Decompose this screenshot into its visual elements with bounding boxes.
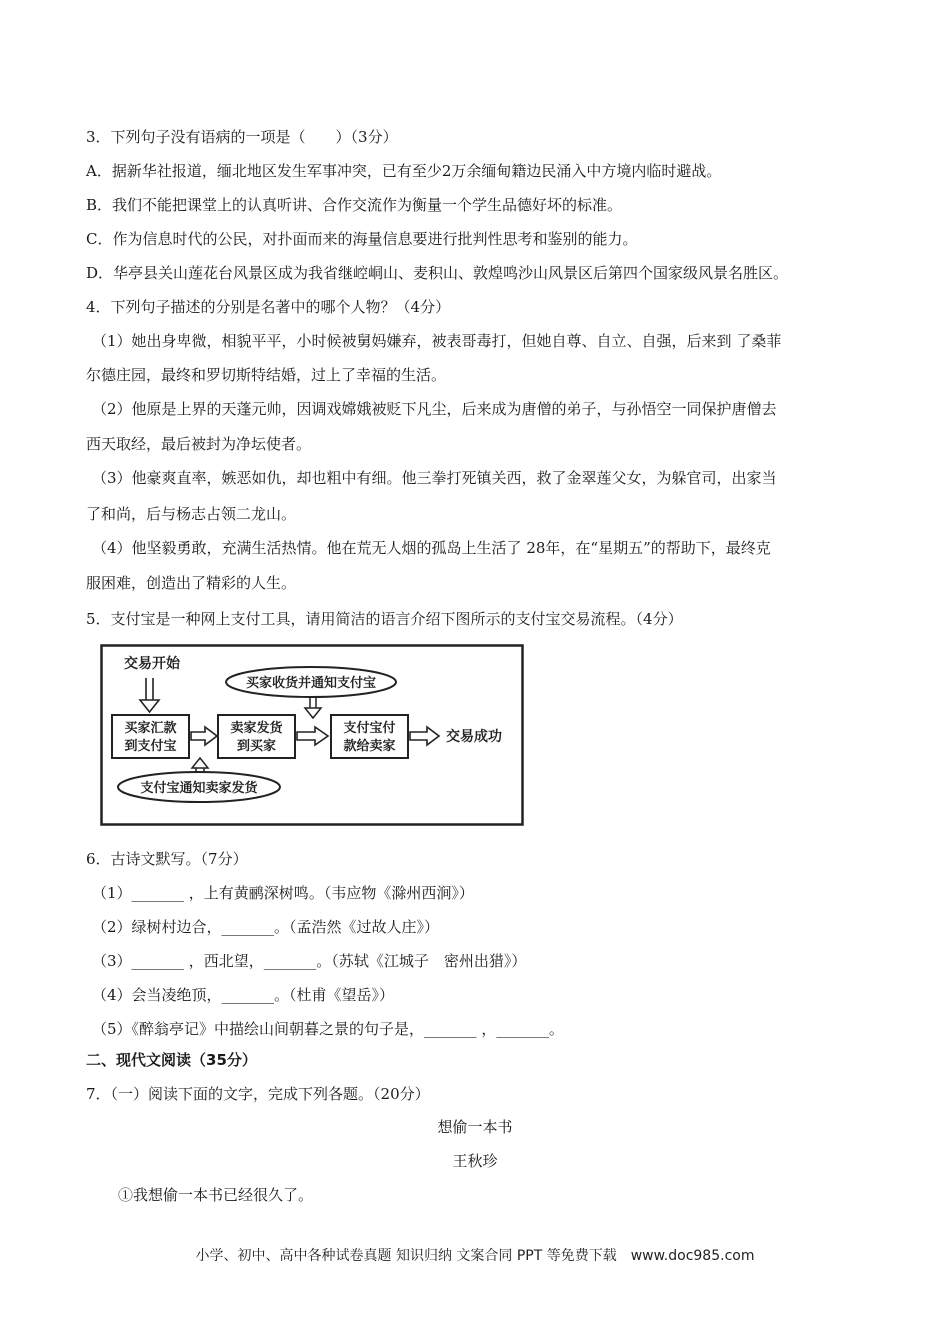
q7-stem: 7．（一）阅读下面的文字，完成下列各题。（20分） xyxy=(86,1085,430,1103)
alipay-flow-diagram xyxy=(100,644,524,826)
flow-box1-line1: 买家汇款 xyxy=(124,721,177,736)
article-paragraph-1: ①我想偷一本书已经很久了。 xyxy=(118,1186,314,1204)
q3-option-d: D．华亭县关山莲花台风景区成为我省继崆峒山、麦积山、敦煌鸣沙山风景区后第四个国家级风景名胜区。 xyxy=(86,264,789,282)
q3-stem: 3．下列句子没有语病的一项是（ ）（3分） xyxy=(86,128,398,146)
section-2-heading: 二、现代文阅读（35分） xyxy=(86,1051,257,1069)
q6-item-3: （3）_______ ，西北望，_______。（苏轼《江城子 密州出猎》） xyxy=(92,952,527,970)
flow-ellipse-bottom-label: 支付宝通知卖家发货 xyxy=(140,781,258,796)
q4-item-3-line-2: 了和尚，后与杨志占领二龙山。 xyxy=(86,505,297,523)
q4-stem: 4．下列句子描述的分别是名著中的哪个人物？（4分） xyxy=(86,298,451,316)
q4-item-1-line-1: （1）她出身卑微，相貌平平，小时候被舅妈嫌弃，被表哥毒打，但她自尊、自立、自强，后来到 了桑菲 xyxy=(92,332,782,350)
flow-box2-line1: 卖家发货 xyxy=(230,721,283,736)
q4-item-4-line-1: （4）他坚毅勇敢，充满生活热情。他在荒无人烟的孤岛上生活了 28年，在“星期五”的帮助下，最终克 xyxy=(92,539,771,557)
q4-item-3-line-1: （3）他豪爽直率，嫉恶如仇，却也粗中有细。他三拳打死镇关西，救了金翠莲父女，为躲官司，出家当 xyxy=(92,469,777,487)
q5-stem: 5．支付宝是一种网上支付工具，请用简洁的语言介绍下图所示的支付宝交易流程。（4分） xyxy=(86,610,683,628)
flow-box2-line2: 到买家 xyxy=(236,739,277,754)
page-footer: 小学、初中、高中各种试卷真题 知识归纳 文案合同 PPT 等免费下载 www.doc985.com xyxy=(195,1248,755,1264)
q4-item-2-line-2: 西天取经，最后被封为净坛使者。 xyxy=(86,435,312,453)
q4-item-2-line-1: （2）他原是上界的天蓬元帅，因调戏嫦娥被贬下凡尘，后来成为唐僧的弟子，与孙悟空一同保护唐僧去 xyxy=(92,400,777,418)
q3-option-b: B．我们不能把课堂上的认真听讲、合作交流作为衡量一个学生品德好坏的标准。 xyxy=(86,196,623,214)
q3-option-c: C．作为信息时代的公民，对扑面而来的海量信息要进行批判性思考和鉴别的能力。 xyxy=(86,230,638,248)
q6-item-5: （5）《醉翁亭记》中描绘山间朝暮之景的句子是，_______ ，_______。 xyxy=(92,1020,564,1038)
flow-box3-line2: 款给卖家 xyxy=(343,739,396,754)
q3-option-a: A．据新华社报道，缅北地区发生军事冲突，已有至少2万余缅甸籍边民涌入中方境内临时避战。 xyxy=(86,162,722,180)
q4-item-4-line-2: 服困难，创造出了精彩的人生。 xyxy=(86,574,297,592)
q4-item-1-line-2: 尔德庄园，最终和罗切斯特结婚，过上了幸福的生活。 xyxy=(86,366,447,384)
flow-box1-line2: 到支付宝 xyxy=(124,739,177,754)
q6-stem: 6．古诗文默写。（7分） xyxy=(86,850,248,868)
flow-start-label: 交易开始 xyxy=(124,656,180,672)
q6-item-1: （1）_______ ，上有黄鹂深树鸣。（韦应物《滁州西涧》） xyxy=(92,884,474,902)
q6-item-4: （4）会当凌绝顶，_______。（杜甫《望岳》） xyxy=(92,986,395,1004)
flow-box3-line1: 支付宝付 xyxy=(343,721,396,736)
q6-item-2: （2）绿树村边合，_______。（孟浩然《过故人庄》） xyxy=(92,918,440,936)
flow-end-label: 交易成功 xyxy=(446,729,502,745)
article-author: 王秋珍 xyxy=(452,1152,498,1170)
article-title: 想偷一本书 xyxy=(437,1118,513,1136)
flow-ellipse-top-label: 买家收货并通知支付宝 xyxy=(245,676,377,691)
